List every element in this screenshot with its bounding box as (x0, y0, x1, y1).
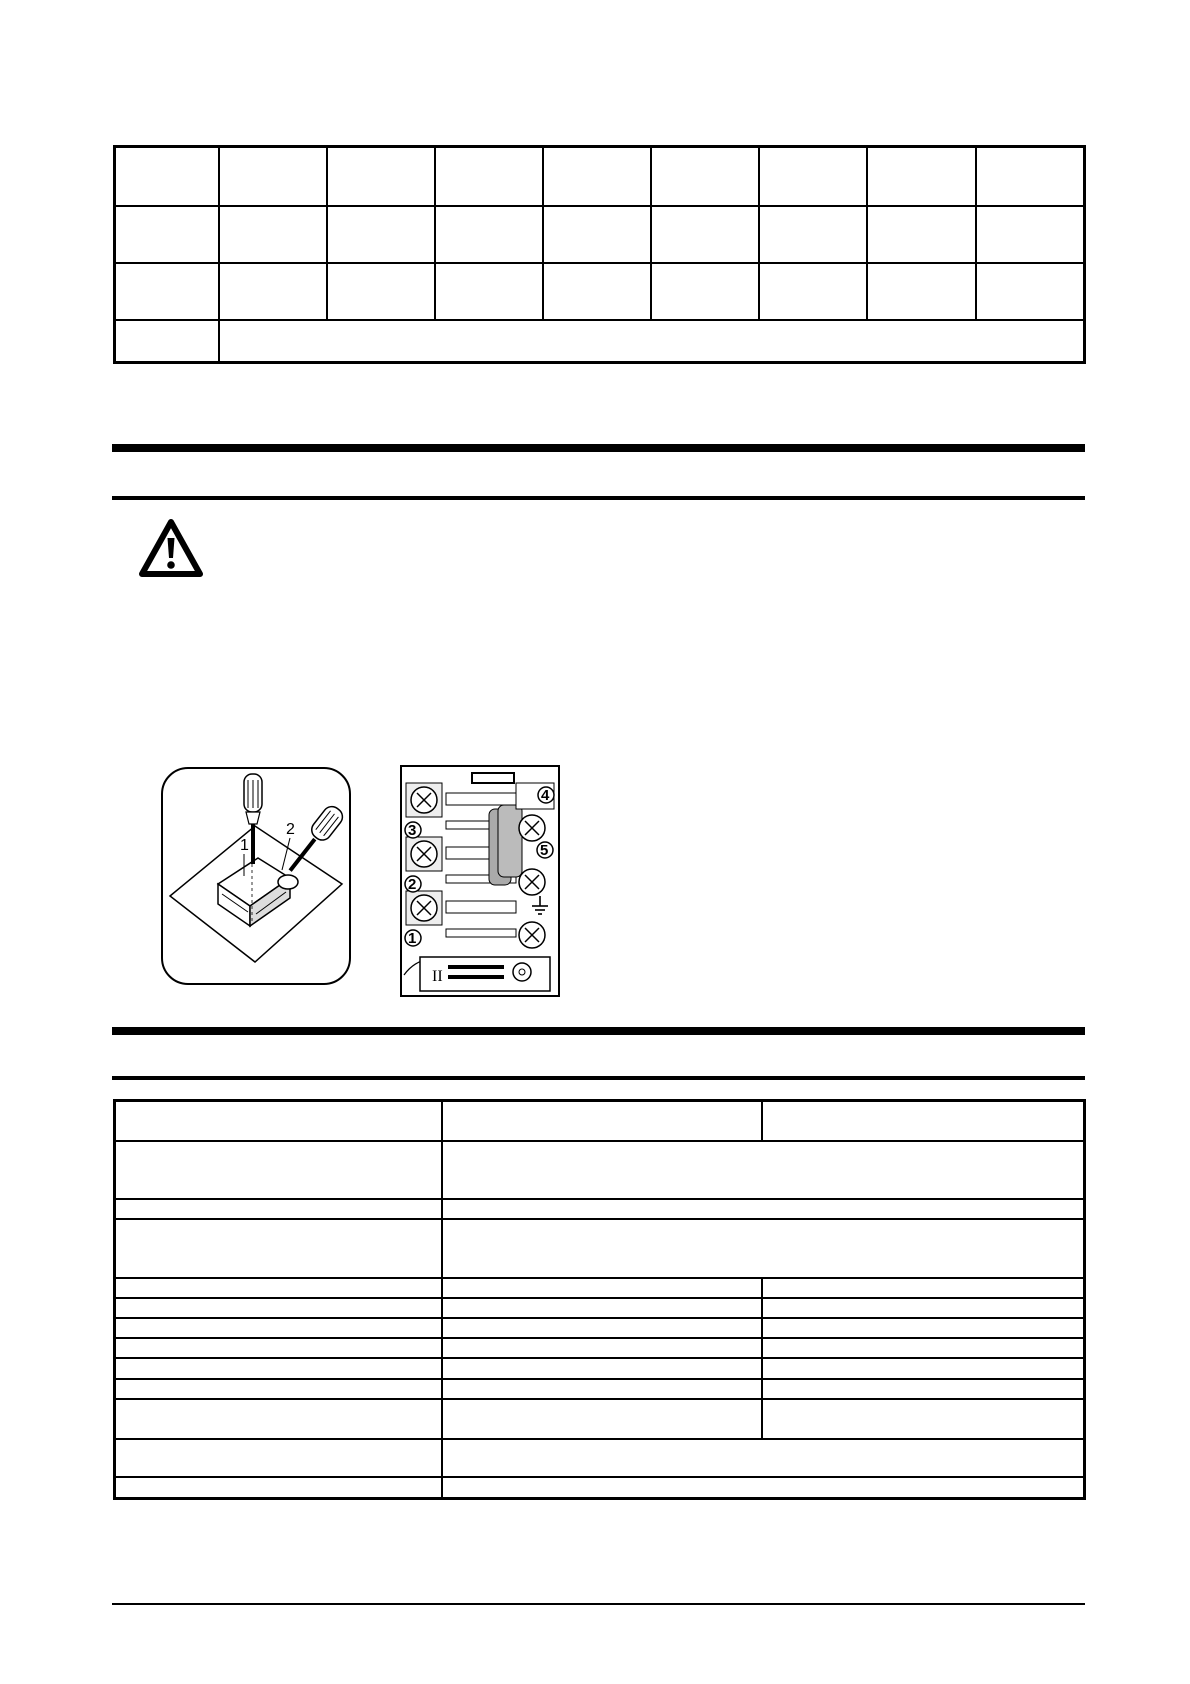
table-row (115, 1399, 1085, 1439)
table-row (115, 1278, 1085, 1298)
table-row (115, 1318, 1085, 1338)
section-rule (112, 1076, 1085, 1080)
table-cell (219, 147, 327, 206)
table-cell (115, 263, 219, 320)
table-cell (442, 1399, 762, 1439)
table-cell (115, 1358, 442, 1378)
table-row (115, 1298, 1085, 1318)
table-cell (543, 206, 651, 263)
table-cell (115, 1439, 442, 1477)
table-cell (442, 1318, 762, 1338)
table-cell (219, 206, 327, 263)
table-row (115, 1338, 1085, 1358)
table-cell (115, 1298, 442, 1318)
table-cell (115, 1219, 442, 1277)
table-cell (115, 1199, 442, 1219)
terminal-label-1: 1 (408, 930, 417, 947)
table-cell (976, 263, 1085, 320)
fuse-label: II (432, 968, 443, 985)
table-cell (327, 263, 435, 320)
table-cell (867, 263, 976, 320)
table-cell (115, 1338, 442, 1358)
table-cell (435, 147, 543, 206)
table-cell (762, 1338, 1085, 1358)
table-cell (115, 320, 219, 362)
specification-table (113, 1099, 1086, 1500)
table-cell (762, 1298, 1085, 1318)
terminal-label-5: 5 (540, 842, 549, 859)
table-cell-merged (442, 1439, 1085, 1477)
table-row (115, 1199, 1085, 1219)
terminal-label-4: 4 (541, 787, 550, 804)
table-row (115, 1439, 1085, 1477)
table-cell (327, 206, 435, 263)
table-cell (442, 1338, 762, 1358)
table-cell (435, 206, 543, 263)
warning-triangle-icon (138, 518, 204, 578)
table-cell (442, 1101, 762, 1141)
step-2-label: 2 (286, 821, 295, 838)
table-cell-merged (442, 1141, 1085, 1199)
terminal-label-2: 2 (408, 876, 417, 893)
table-cell (651, 147, 759, 206)
table-row (115, 263, 1085, 320)
mounting-screwdriver-figure (160, 766, 352, 986)
table-cell (762, 1101, 1085, 1141)
table-cell (115, 1278, 442, 1298)
terminal-label-3: 3 (408, 822, 417, 839)
section-rule-thick (112, 1027, 1085, 1035)
table-cell (115, 147, 219, 206)
table-cell-merged (442, 1199, 1085, 1219)
table-row (115, 1379, 1085, 1399)
table-cell (867, 147, 976, 206)
table-cell (115, 206, 219, 263)
table-row (115, 206, 1085, 263)
table-cell (543, 147, 651, 206)
table-cell (759, 147, 867, 206)
table-cell (115, 1318, 442, 1338)
table-cell (762, 1318, 1085, 1338)
table-cell (115, 1379, 442, 1399)
table-cell (115, 1399, 442, 1439)
table-cell-merged (442, 1477, 1085, 1498)
table-row (115, 1477, 1085, 1498)
table-cell (442, 1358, 762, 1378)
table-row (115, 147, 1085, 206)
table-cell (442, 1278, 762, 1298)
table-cell (435, 263, 543, 320)
table-cell (651, 263, 759, 320)
section-rule-thick (112, 444, 1085, 452)
table-row (115, 1101, 1085, 1141)
table-row (115, 320, 1085, 362)
table-cell (115, 1477, 442, 1498)
table-cell (762, 1278, 1085, 1298)
section-rule (112, 496, 1085, 500)
table-cell (115, 1141, 442, 1199)
table-cell (115, 1101, 442, 1141)
table-cell (762, 1399, 1085, 1439)
table-cell (442, 1379, 762, 1399)
table-row (115, 1141, 1085, 1199)
table-row (115, 1219, 1085, 1277)
table-cell (759, 263, 867, 320)
step-1-label: 1 (240, 837, 249, 854)
table-cell (762, 1379, 1085, 1399)
table-cell (976, 147, 1085, 206)
table-cell-merged (442, 1219, 1085, 1277)
table-cell-merged (219, 320, 1085, 362)
table-cell (976, 206, 1085, 263)
footer-rule (112, 1603, 1085, 1605)
table-row (115, 1358, 1085, 1378)
table-cell (219, 263, 327, 320)
terminal-block-figure (400, 765, 560, 997)
table-cell (759, 206, 867, 263)
table-cell (651, 206, 759, 263)
table-cell (442, 1298, 762, 1318)
table-cell (762, 1358, 1085, 1378)
top-grid-table (113, 145, 1086, 364)
table-cell (327, 147, 435, 206)
table-cell (867, 206, 976, 263)
table-cell (543, 263, 651, 320)
